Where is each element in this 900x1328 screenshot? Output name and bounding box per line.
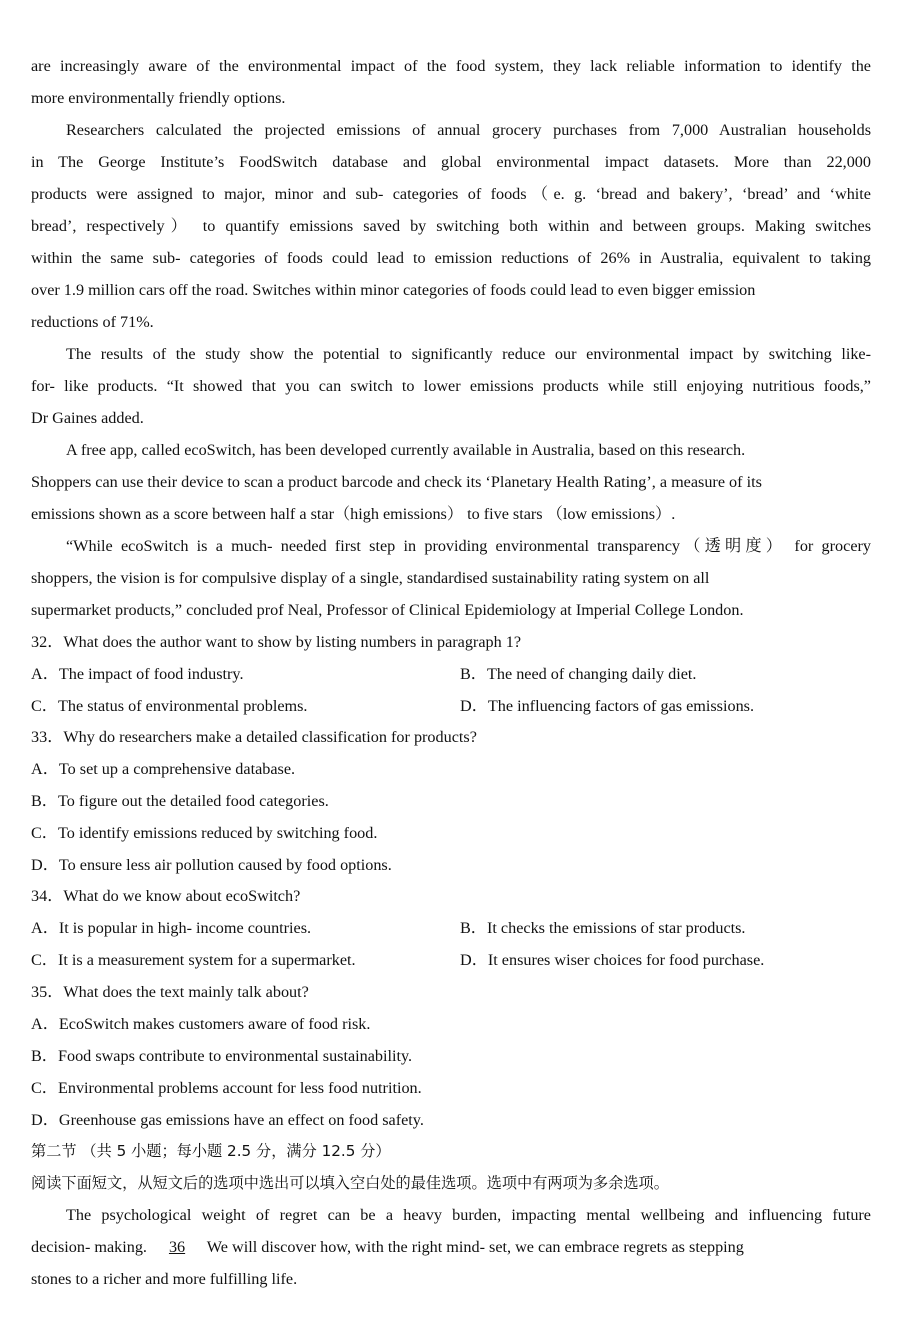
passage-line: reductions of 71%. bbox=[31, 313, 154, 331]
passage-line: The psychological weight of regret can be a heavy burden, impacting mental wellbeing and influencing future bbox=[66, 1206, 871, 1224]
passage-line: are increasingly aware of the environmental impact of the food system, they lack reliable information to identify the bbox=[31, 57, 871, 75]
passage-text: We will discover how, with the right mind- set, we can embrace regrets as stepping bbox=[206, 1238, 744, 1256]
passage-line: “While ecoSwitch is a much- needed first step in providing environmental transparency（透明度） for grocery bbox=[66, 537, 871, 555]
answer-option[interactable]: C．The status of environmental problems. bbox=[31, 697, 308, 715]
question-stem: 33．Why do researchers make a detailed classification for products? bbox=[31, 728, 477, 746]
question-stem: 35．What does the text mainly talk about? bbox=[31, 983, 309, 1001]
passage-line: Dr Gaines added. bbox=[31, 409, 144, 427]
passage-line: over 1.9 million cars off the road. Switches within minor categories of foods could lead to even bigger emission bbox=[31, 281, 756, 299]
section-instruction: 阅读下面短文，从短文后的选项中选出可以填入空白处的最佳选项。选项中有两项为多余选项。 bbox=[31, 1174, 669, 1192]
answer-option[interactable]: B．It checks the emissions of star products. bbox=[460, 919, 746, 937]
passage-line: A free app, called ecoSwitch, has been developed currently available in Australia, based on this research. bbox=[66, 441, 746, 459]
answer-option[interactable]: A．EcoSwitch makes customers aware of food risk. bbox=[31, 1015, 371, 1033]
question-stem: 34．What do we know about ecoSwitch? bbox=[31, 887, 301, 905]
passage-text: decision- making. bbox=[31, 1238, 147, 1256]
passage-line bbox=[31, 1237, 871, 1257]
answer-option[interactable]: D．To ensure less air pollution caused by food options. bbox=[31, 856, 392, 874]
blank-36[interactable]: 36 bbox=[168, 1238, 186, 1256]
question-stem: 32．What does the author want to show by listing numbers in paragraph 1? bbox=[31, 633, 522, 651]
passage-line: within the same sub- categories of foods could lead to emission reductions of 26% in Australia, equivalent to taking bbox=[31, 249, 871, 267]
passage-line: Shoppers can use their device to scan a product barcode and check its ‘Planetary Health Rating’, a measure of its bbox=[31, 473, 762, 491]
answer-option[interactable]: A．It is popular in high- income countries. bbox=[31, 919, 312, 937]
answer-option[interactable]: A．The impact of food industry. bbox=[31, 665, 244, 683]
answer-option[interactable]: D．The influencing factors of gas emissions. bbox=[460, 697, 755, 715]
passage-line: more environmentally friendly options. bbox=[31, 89, 286, 107]
passage-line: for- like products. “It showed that you can switch to lower emissions products while still enjoying nutritious foods,” bbox=[31, 377, 871, 395]
passage-line: shoppers, the vision is for compulsive display of a single, standardised sustainability rating system on all bbox=[31, 569, 710, 587]
answer-option[interactable]: C．It is a measurement system for a supermarket. bbox=[31, 951, 356, 969]
passage-line: emissions shown as a score between half a star（high emissions） to five stars （low emissions）. bbox=[31, 505, 676, 523]
answer-option[interactable]: B．The need of changing daily diet. bbox=[460, 665, 697, 683]
answer-option[interactable]: B．To figure out the detailed food categories. bbox=[31, 792, 329, 810]
passage-line: products were assigned to major, minor and sub- categories of foods（e. g. ‘bread and bakery’, ‘bread’ and ‘white bbox=[31, 185, 871, 203]
answer-option[interactable]: D．It ensures wiser choices for food purchase. bbox=[460, 951, 765, 969]
passage-line: bread’, respectively） to quantify emissions saved by switching both within and between groups. Making switches bbox=[31, 217, 871, 235]
section-heading: 第二节 （共 5 小题；每小题 2.5 分，满分 12.5 分） bbox=[31, 1142, 391, 1160]
passage-line: Researchers calculated the projected emissions of annual grocery purchases from 7,000 Australian households bbox=[66, 121, 871, 139]
passage-line: in The George Institute’s FoodSwitch database and global environmental impact datasets. More than 22,000 bbox=[31, 153, 871, 171]
answer-option[interactable]: A．To set up a comprehensive database. bbox=[31, 760, 296, 778]
passage-line: stones to a richer and more fulfilling life. bbox=[31, 1270, 298, 1288]
passage-line: The results of the study show the potential to significantly reduce our environmental impact by switching like- bbox=[66, 345, 871, 363]
answer-option[interactable]: C．To identify emissions reduced by switching food. bbox=[31, 824, 378, 842]
answer-option[interactable]: C．Environmental problems account for less food nutrition. bbox=[31, 1079, 422, 1097]
answer-option[interactable]: B．Food swaps contribute to environmental sustainability. bbox=[31, 1047, 413, 1065]
passage-line: supermarket products,” concluded prof Neal, Professor of Clinical Epidemiology at Imperial College London. bbox=[31, 601, 744, 619]
answer-option[interactable]: D．Greenhouse gas emissions have an effect on food safety. bbox=[31, 1111, 424, 1129]
